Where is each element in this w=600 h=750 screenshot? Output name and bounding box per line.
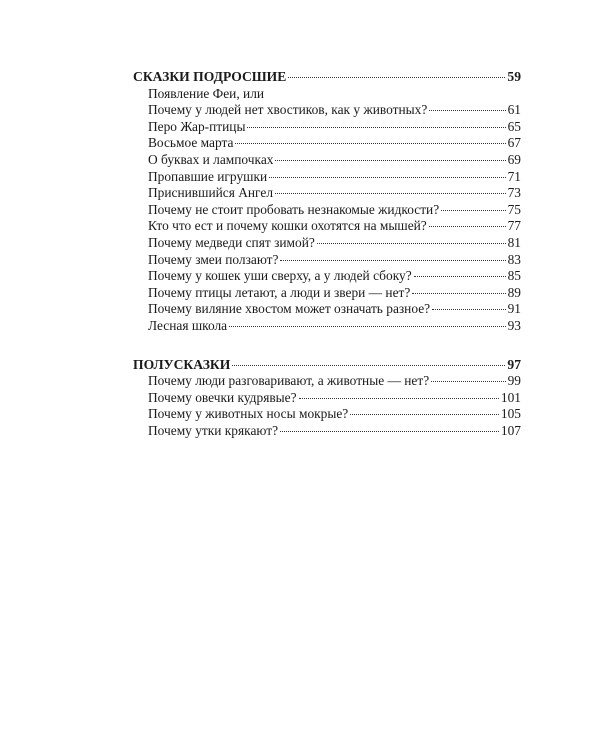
dot-leader xyxy=(269,177,505,178)
section-title: ПОЛУСКАЗКИ xyxy=(133,356,231,372)
toc-entry[interactable] xyxy=(133,373,521,390)
entry-title: Пропавшие игрушки xyxy=(148,168,268,184)
toc-entry[interactable] xyxy=(133,423,521,440)
page-number: 75 xyxy=(507,201,521,217)
dot-leader xyxy=(247,127,505,128)
toc-entry[interactable] xyxy=(133,218,521,235)
dot-leader xyxy=(235,143,505,144)
entry-title: О буквах и лампочках xyxy=(148,151,274,167)
page-number: 89 xyxy=(507,284,521,300)
page-number: 65 xyxy=(507,118,521,134)
page-number: 93 xyxy=(507,317,521,333)
entry-title: Почему медведи спят зимой? xyxy=(148,234,315,250)
dot-leader xyxy=(429,110,505,111)
dot-leader xyxy=(232,365,505,366)
dot-leader xyxy=(414,276,506,277)
dot-leader xyxy=(429,226,506,227)
page-number: 67 xyxy=(507,135,521,151)
toc-entry[interactable] xyxy=(133,86,521,103)
toc-section-heading[interactable] xyxy=(133,357,521,374)
entry-title: Почему не стоит пробовать незнакомые жидкости? xyxy=(148,201,440,217)
dot-leader xyxy=(288,77,505,78)
toc-entry[interactable] xyxy=(133,135,521,152)
toc-section-heading[interactable] xyxy=(133,69,521,86)
toc-section xyxy=(133,69,521,335)
entry-title: Лесная школа xyxy=(148,317,228,333)
toc-entry[interactable] xyxy=(133,202,521,219)
dot-leader xyxy=(432,309,506,310)
toc-entry[interactable] xyxy=(133,318,521,335)
dot-leader xyxy=(280,260,505,261)
page-number: 69 xyxy=(507,151,521,167)
toc-section xyxy=(133,357,521,440)
page-number: 101 xyxy=(500,389,521,405)
entry-title: Почему виляние хвостом может означать разное? xyxy=(148,301,431,317)
toc-entry[interactable] xyxy=(133,119,521,136)
toc-entry[interactable] xyxy=(133,102,521,119)
dot-leader xyxy=(441,210,505,211)
dot-leader xyxy=(412,293,505,294)
toc-entry[interactable] xyxy=(133,252,521,269)
toc-entry[interactable] xyxy=(133,185,521,202)
entry-title: Восьмое марта xyxy=(148,135,234,151)
page-number: 81 xyxy=(507,234,521,250)
dot-leader xyxy=(317,243,506,244)
page-number: 97 xyxy=(507,356,521,372)
section-title: СКАЗКИ ПОДРОСШИЕ xyxy=(133,69,287,84)
entry-title: Почему у животных носы мокрые? xyxy=(148,406,349,422)
dot-leader xyxy=(350,414,499,415)
dot-leader xyxy=(275,160,505,161)
page-number: 91 xyxy=(507,301,521,317)
entry-title: Перо Жар-птицы xyxy=(148,118,246,134)
entry-title: Почему у кошек уши сверху, а у людей сбоку? xyxy=(148,268,412,284)
toc-entry[interactable] xyxy=(133,235,521,252)
page-number: 107 xyxy=(500,422,521,438)
toc-entry[interactable] xyxy=(133,406,521,423)
toc-entry[interactable] xyxy=(133,285,521,302)
dot-leader xyxy=(299,398,499,399)
entry-title: Почему утки крякают? xyxy=(148,422,279,438)
toc-entry[interactable] xyxy=(133,169,521,186)
dot-leader xyxy=(280,431,499,432)
page-number: 59 xyxy=(507,69,521,84)
dot-leader xyxy=(431,381,505,382)
dot-leader xyxy=(229,326,506,327)
entry-title: Почему овечки кудрявые? xyxy=(148,389,297,405)
entry-title: Почему у людей нет хвостиков, как у животных? xyxy=(148,102,428,118)
entry-title: Почему птицы летают, а люди и звери — нет? xyxy=(148,284,411,300)
entry-title: Почему змеи ползают? xyxy=(148,251,279,267)
page-number: 77 xyxy=(507,218,521,234)
page-number: 71 xyxy=(507,168,521,184)
page-number: 83 xyxy=(507,251,521,267)
entry-title: Приснившийся Ангел xyxy=(148,185,274,201)
dot-leader xyxy=(275,193,506,194)
page-number: 73 xyxy=(507,185,521,201)
entry-title: Кто что ест и почему кошки охотятся на мышей? xyxy=(148,218,427,234)
page-number: 105 xyxy=(500,406,521,422)
toc-entry[interactable] xyxy=(133,390,521,407)
page-number: 61 xyxy=(507,102,521,118)
toc-entry[interactable] xyxy=(133,301,521,318)
toc-entry[interactable] xyxy=(133,152,521,169)
toc-entry[interactable] xyxy=(133,268,521,285)
page-number: 85 xyxy=(507,268,521,284)
table-of-contents xyxy=(133,69,521,461)
entry-title: Почему люди разговаривают, а животные — нет? xyxy=(148,373,430,389)
page-number: 99 xyxy=(507,373,521,389)
entry-title: Появление Феи, или xyxy=(148,85,265,101)
